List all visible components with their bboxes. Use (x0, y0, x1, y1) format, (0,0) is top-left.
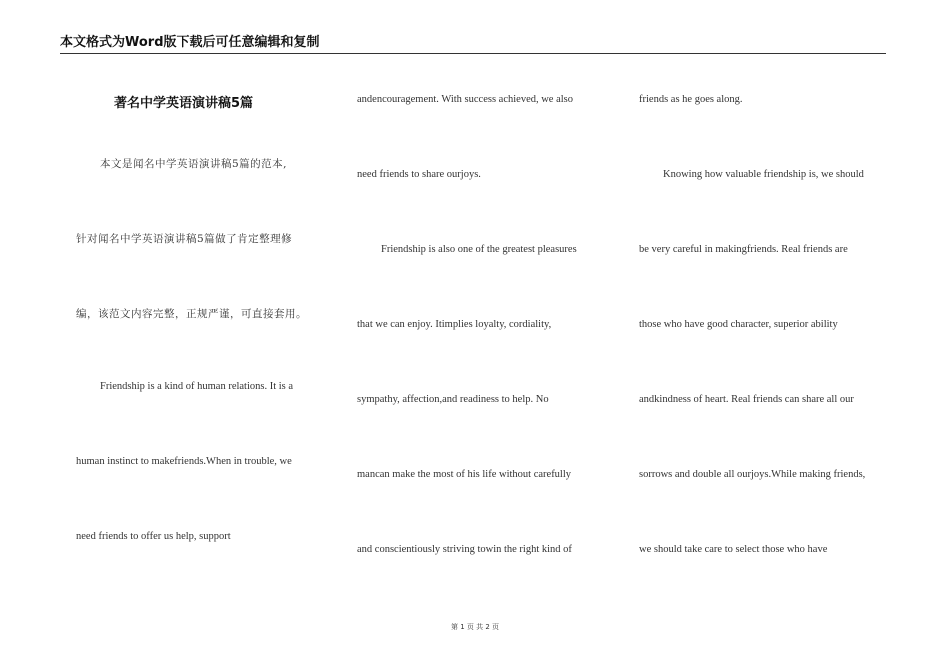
paragraph-line: 本文是闻名中学英语演讲稿5篇的范本, (100, 158, 288, 170)
column-1 (76, 0, 338, 600)
paragraph-line: Knowing how valuable friendship is, we should (663, 169, 864, 180)
document-title: 著名中学英语演讲稿5篇 (114, 96, 254, 111)
paragraph-line: sympathy, affection,and readiness to help. No (357, 394, 549, 405)
column-3 (639, 0, 901, 600)
paragraph-line: we should take care to select those who have (639, 544, 828, 555)
paragraph-line: need friends to share ourjoys. (357, 169, 481, 180)
column-2 (357, 0, 619, 600)
paragraph-line: need friends to offer us help, support (76, 531, 231, 542)
paragraph-line: human instinct to makefriends.When in trouble, we (76, 456, 292, 467)
page-footer: 第 1 页 共 2 页 (450, 623, 500, 631)
paragraph-line: be very careful in makingfriends. Real friends are (639, 244, 848, 255)
paragraph-line: friends as he goes along. (639, 94, 743, 105)
paragraph-line: andkindness of heart. Real friends can share all our (639, 394, 854, 405)
paragraph-line: and conscientiously striving towin the right kind of (357, 544, 572, 555)
paragraph-line: Friendship is also one of the greatest pleasures (381, 244, 577, 255)
paragraph-line: that we can enjoy. Itimplies loyalty, cordiality, (357, 319, 552, 330)
paragraph-line: Friendship is a kind of human relations. It is a (100, 381, 294, 392)
header-text: 本文格式为Word版下载后可任意编辑和复制 (60, 35, 320, 50)
paragraph-line: 编，该范文内容完整，正规严谨，可直接套用。 (76, 308, 307, 320)
paragraph-line: 针对闻名中学英语演讲稿5篇做了肯定整理修 (76, 233, 293, 245)
paragraph-line: andencouragement. With success achieved, we also (357, 94, 574, 105)
paragraph-line: mancan make the most of his life without carefully (357, 469, 572, 480)
paragraph-line: sorrows and double all ourjoys.While making friends, (639, 469, 866, 480)
paragraph-line: those who have good character, superior ability (639, 319, 838, 330)
